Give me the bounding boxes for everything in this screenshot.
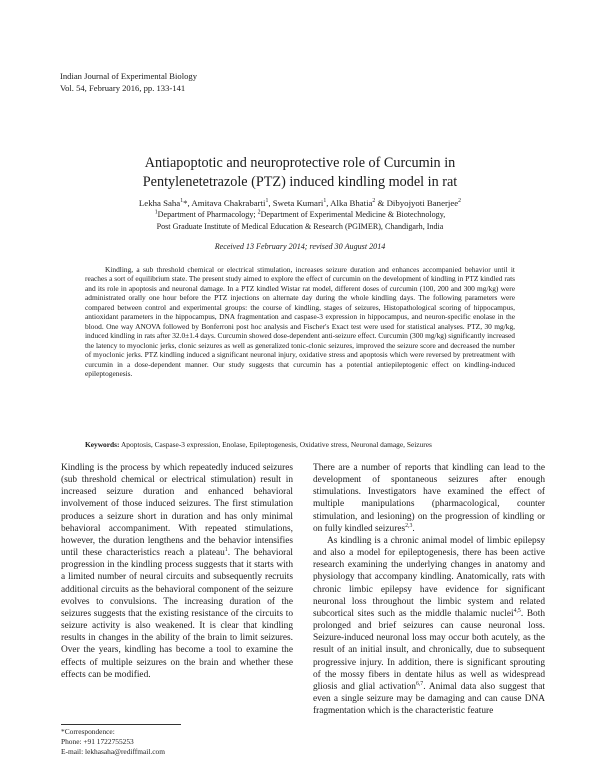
- affil-mark: 2: [257, 209, 261, 216]
- journal-header: [60, 70, 197, 94]
- abstract: Kindling, a sub threshold chemical or electrical stimulation, increases seizure duration and enhances accompanied behavior until it reaches a sort of equilibrium state. The present study aimed to explore the effect of curcumin on the development of kindling in PTZ kindled rats and its role in apoptosis and neuronal damage. In a PTZ kindled Wistar rat model, different doses of curcumin (100, 200 and 300 mg/kg) were administrated orally one hour before the PTZ injections on alternate day during the whole kindling days. The following parameters were compared between control and experimental groups: the course of kindling, stages of seizures, Histopathological scoring of hippocampus, antioxidant parameters in the hippocampus, DNA fragmentation and caspase-3 expression in hippocampus, and neuron-specific enolase in the blood. One way ANOVA followed by Bonferroni post hoc analysis and Fischer's Exact test were used for statistical analyses. PTZ, 30 mg/kg, induced kindling in rats after 32.0±1.4 days. Curcumin showed dose-dependent anti-seizure effect. Curcumin (300 mg/kg) significantly increased the latency to myoclonic jerks, clonic seizures as well as generalized tonic-clonic seizures, improved the seizure score and decreased the number of myoclonic jerks. PTZ kindling induced a significant neuronal injury, oxidative stress and apoptosis which were reversed by pretreatment with curcumin in a dose-dependent manner. Our study suggests that curcumin has a potential antiepileptogenic effect on kindling-induced epileptogenesis.: [85, 265, 515, 378]
- author-name: Lekha Saha: [138, 198, 181, 208]
- paragraph-text: . Animal data also suggest that even a single seizure may be damaging and can cause DNA fragmentation which is the characteristic feature: [313, 681, 545, 717]
- keywords-text: Apoptosis, Caspase-3 expression, Enolase, Epileptogenesis, Oxidative stress, Neuronal damage, Seizures: [119, 440, 432, 449]
- received-dates: Received 13 February 2014; revised 30 August 2014: [214, 242, 386, 251]
- citation-ref: 4,5: [513, 607, 521, 614]
- paper-title: [60, 154, 540, 192]
- author-affil-mark: 1: [265, 198, 269, 205]
- footnote-divider: [61, 724, 181, 725]
- footnote-phone: Phone: +91 1722755253: [61, 737, 134, 747]
- correspondence-footnote: [61, 727, 165, 758]
- paragraph-text: . The behavioral progression in the kindling process suggests that it starts with a limited number of neural circuits and subsequently recruits additional circuits as the behavioral component of the seizure evolves to convulsions. The increasing duration of the seizures suggests that the existing resistance of the circuits to seizure activity is also weakened. It is clear that kindling results in changes in the ability of the brain to limit seizures. Over the years, kindling has become a tool to examine the effects of multiple seizures on the brain and whether these effects can be modified.: [61, 548, 293, 680]
- author-affil-mark: 2: [458, 198, 462, 205]
- keywords-label: Keywords:: [85, 440, 120, 449]
- affiliation-dept-1: Department of Pharmacology;: [157, 210, 258, 219]
- author-name: Alka Bhatia: [330, 198, 373, 208]
- title-line-1: Antiapoptotic and neuroprotective role of Curcumin in: [144, 155, 456, 171]
- footnote-email: E-mail: lekhasaha@rediffmail.com: [61, 747, 165, 757]
- paragraph: [313, 535, 545, 717]
- author-affil-mark: 1: [323, 198, 327, 205]
- author-affil-mark: 2: [372, 198, 376, 205]
- author-name: Sweta Kumari: [272, 198, 324, 208]
- author-affil-mark: 1: [180, 198, 184, 205]
- journal-volume: Vol. 54, February 2016, pp. 133-141: [60, 83, 186, 93]
- author-separator: ,: [268, 198, 273, 208]
- keywords: [85, 440, 515, 450]
- citation-ref: 6,7: [415, 680, 424, 687]
- author-name: Amitava Chakrabarti: [191, 198, 266, 208]
- affil-mark: 1: [154, 209, 158, 216]
- author-separator: &: [375, 198, 387, 208]
- citation-ref: 1: [224, 546, 228, 553]
- affiliation-line-2: Post Graduate Institute of Medical Education & Research (PGIMER), Chandigarh, India: [156, 222, 444, 231]
- paragraph-text: .: [412, 523, 415, 534]
- journal-name: Indian Journal of Experimental Biology: [60, 71, 197, 81]
- paragraph-text: . Both prolonged and brief seizures can cause neuronal loss. Seizure-induced neuronal loss may occur both acutely, as the result of an initial insult, and chronically, due to subsequent progressive injury. In addition, there is significant sprouting of the mossy fibers in dentate hilus as well as widespread gliosis and glial activation: [313, 608, 545, 692]
- author-separator: ,: [326, 198, 331, 208]
- footnote-correspondence: *Correspondence:: [61, 727, 115, 736]
- affiliation-line-1: [60, 209, 540, 221]
- paragraph-text: There are a number of reports that kindling can lead to the development of spontaneous seizures after enough stimulations. Investigators have examined the effect of multiple manipulations (pharmacological, counter stimulation, and lesioning) on the progression of kindling or on fully kindled seizures: [313, 463, 545, 534]
- corresponding-mark: *,: [183, 198, 192, 208]
- paragraph-text: As kindling is a chronic animal model of limbic epilepsy and also a model for epileptogenesis, there has been active research examining the underlying changes in anatomy and physiology that accompany kindling. Anatomically, rats with chronic limbic epilepsy have evidence for significant neuronal loss throughout the limbic system and related subcortical sites such as the middle thalamic nuclei: [313, 535, 545, 619]
- author-list: [60, 197, 540, 209]
- citation-ref: 2,3: [405, 522, 413, 529]
- body-column-left: [61, 462, 293, 681]
- title-line-2: Pentylenetetrazole (PTZ) induced kindling model in rat: [142, 174, 458, 190]
- affiliations: [60, 209, 540, 233]
- paragraph: [313, 462, 545, 535]
- paragraph-text: Kindling is the process by which repeatedly induced seizures (sub threshold chemical or electrical stimulation) result in increased seizure duration and enhanced behavioral involvement of those induced seizures. The first stimulation produces a seizure short in duration and has only minimal behavioral accompaniment. With repeated stimulations, however, the duration lengthens and the behavior intensifies until these characteristics reach a plateau: [61, 463, 293, 559]
- affiliation-dept-2: Department of Experimental Medicine & Biotechnology,: [260, 210, 446, 219]
- paragraph: [61, 462, 293, 681]
- body-column-right: [313, 462, 545, 717]
- author-name: Dibyojyoti Banerjee: [386, 198, 459, 208]
